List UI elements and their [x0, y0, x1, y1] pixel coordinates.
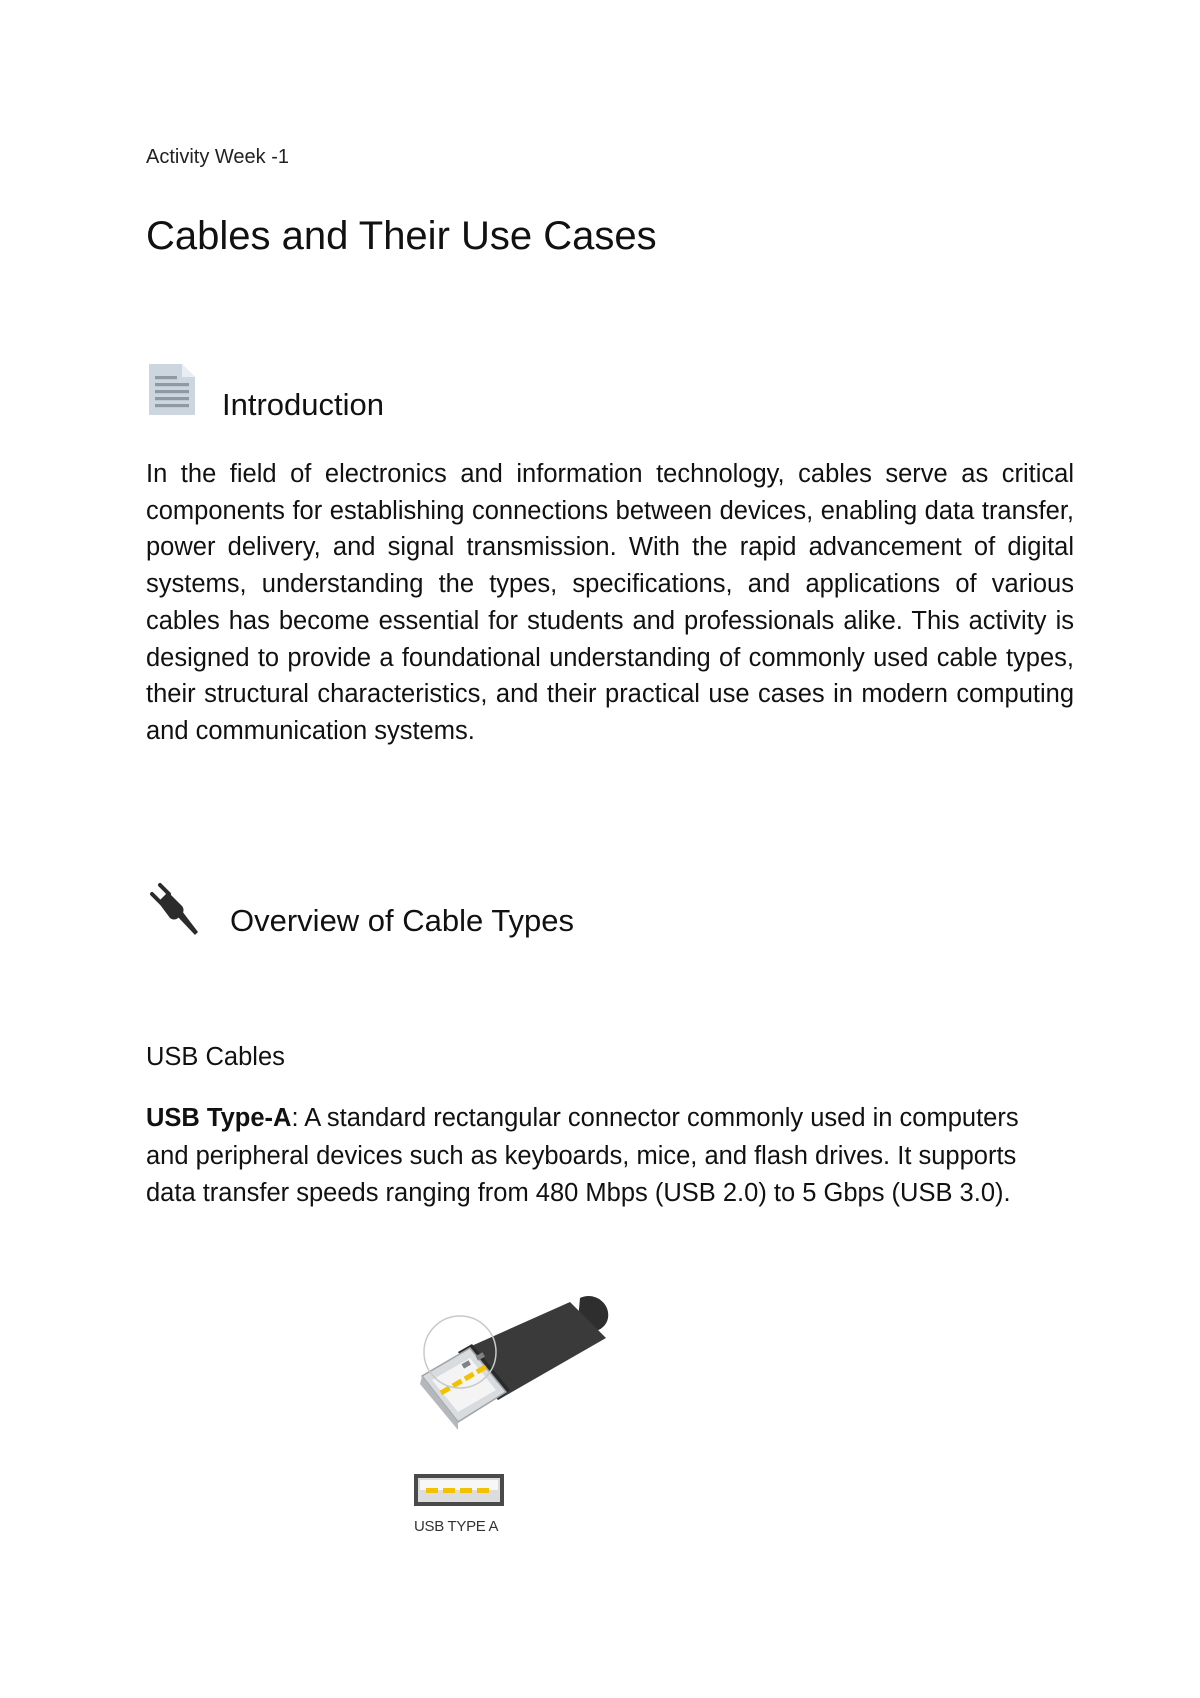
overview-heading [146, 880, 574, 946]
usb-figure-caption: USB TYPE A [414, 1518, 499, 1535]
overview-heading-text: Overview of Cable Types [230, 903, 575, 938]
usb-type-a-illustration [410, 1290, 670, 1550]
document-title: Cables and Their Use Cases [146, 214, 657, 258]
activity-label: Activity Week -1 [146, 146, 289, 168]
usb-type-a-paragraph [146, 1100, 1056, 1213]
electric-plug-icon [146, 880, 202, 946]
introduction-heading-text: Introduction [222, 387, 384, 422]
usb-type-a-term: USB Type-A [146, 1104, 292, 1132]
introduction-heading [146, 362, 384, 426]
usb-type-a-description: : A standard rectangular connector commonly used in computers and peripheral devices such as keyboards, mice, and flash drives. It supports data transfer speeds ranging from 480 Mbps (USB 2.0) to 5 Gbps (USB 3.0). [146, 1104, 1019, 1207]
introduction-paragraph: In the field of electronics and information technology, cables serve as critical components for establishing connections between devices, enabling data transfer, power delivery, and signal transmission. With the rapid advancement of digital systems, understanding the types, specifications, and applications of various cables has become essential for students and professionals alike. This activity is designed to provide a foundational understanding of commonly used cable types, their structural characteristics, and their practical use cases in modern computing and communication systems. [146, 460, 1074, 745]
usb-cables-subheading: USB Cables [146, 1043, 285, 1071]
document-icon [146, 362, 198, 426]
